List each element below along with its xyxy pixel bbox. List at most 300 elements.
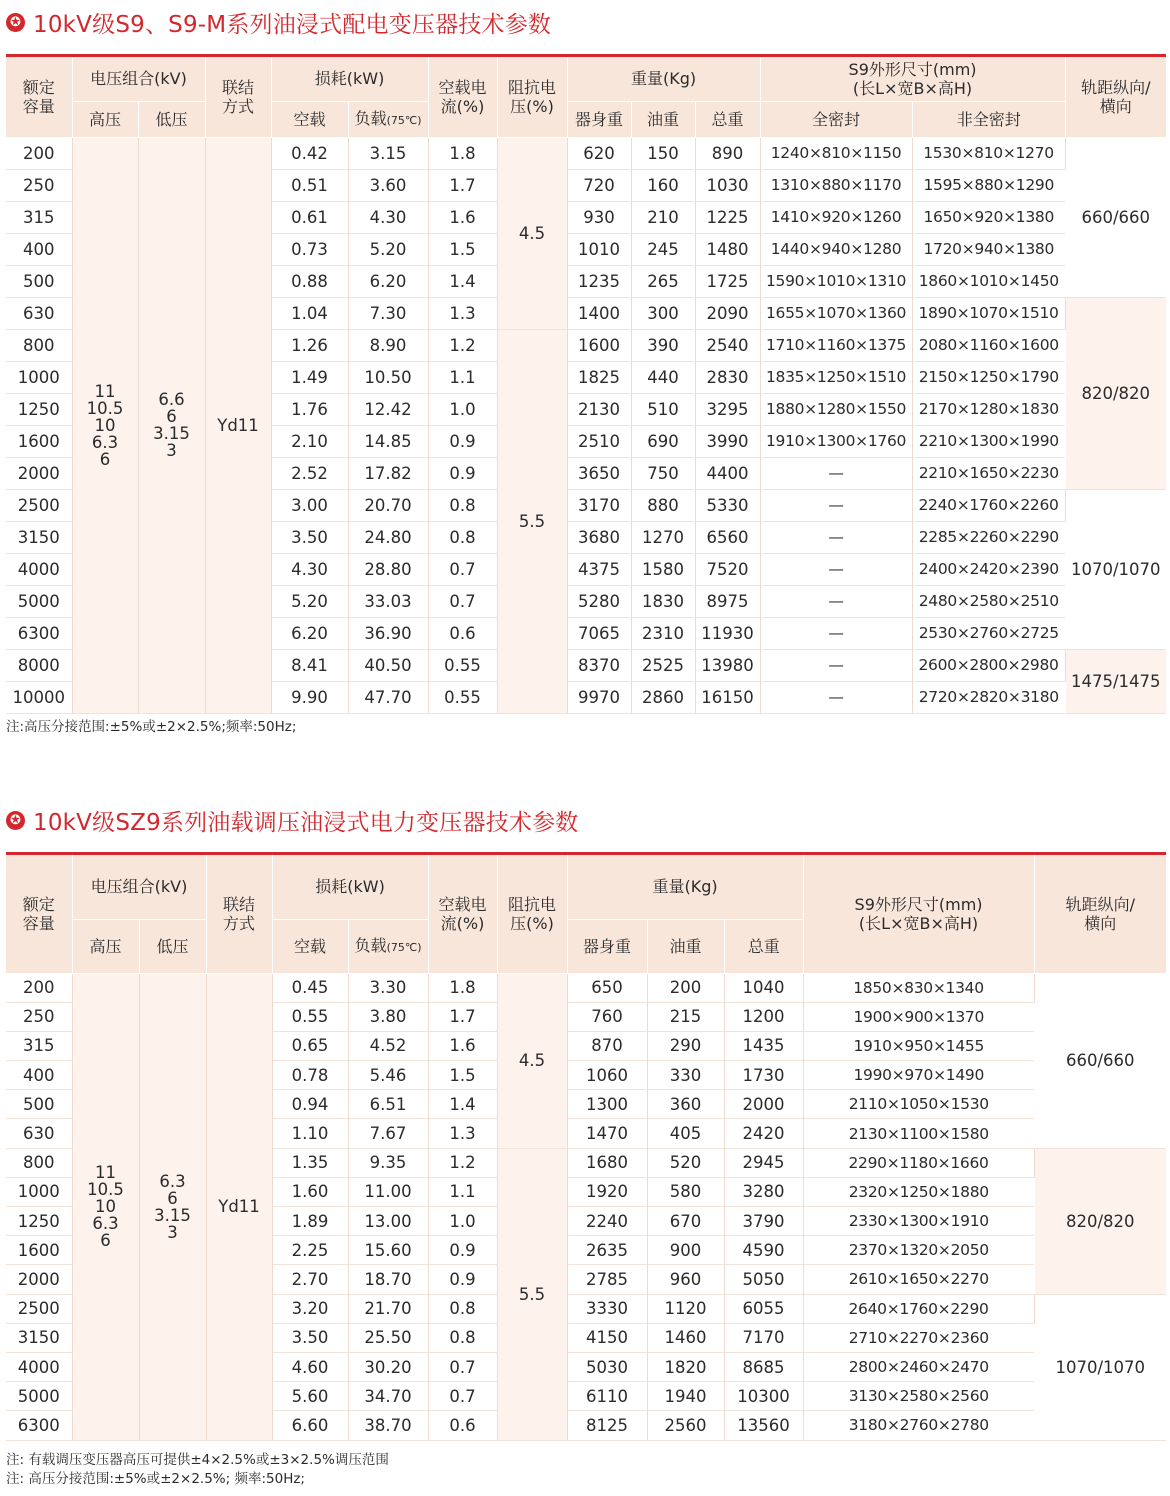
cell-oil-weight: 510 [631, 393, 695, 425]
cell-no-load-loss: 0.51 [271, 169, 348, 201]
cell-capacity: 630 [6, 297, 72, 329]
cell-no-load-loss: 0.65 [272, 1031, 348, 1060]
header-total-weight: 总重 [695, 101, 760, 137]
header-oil-weight: 油重 [647, 919, 724, 973]
cell-no-load-loss: 1.76 [271, 393, 348, 425]
cell-oil-weight: 880 [631, 489, 695, 521]
cell-body-weight: 1600 [567, 329, 631, 361]
section-title-s9 [6, 4, 551, 40]
cell-impedance: 5.5 [497, 1148, 567, 1440]
cell-no-load-current: 1.4 [428, 265, 497, 297]
cell-no-load-current: 0.8 [428, 521, 497, 553]
cell-oil-weight: 1830 [631, 585, 695, 617]
cell-oil-weight: 580 [647, 1177, 724, 1206]
cell-oil-weight: 405 [647, 1119, 724, 1148]
cell-total-weight: 2945 [724, 1148, 803, 1177]
cell-no-load-current: 1.8 [428, 137, 497, 169]
cell-load-loss: 38.70 [348, 1411, 428, 1440]
cell-load-loss: 7.67 [348, 1119, 428, 1148]
cell-capacity: 1000 [6, 361, 72, 393]
cell-no-load-loss: 2.25 [272, 1236, 348, 1265]
header-capacity: 额定容量 [6, 855, 72, 973]
cell-total-weight: 3990 [695, 425, 760, 457]
cell-connection: Yd11 [206, 973, 272, 1440]
cell-load-loss: 5.20 [348, 233, 428, 265]
cell-dims-sealed: 1710×1160×1375 [760, 329, 912, 361]
cell-oil-weight: 960 [647, 1265, 724, 1294]
cell-load-loss: 34.70 [348, 1382, 428, 1411]
header-lv: 低压 [138, 101, 205, 137]
cell-gauge: 820/820 [1065, 297, 1166, 489]
cell-no-load-current: 1.1 [428, 361, 497, 393]
cell-capacity: 800 [6, 1148, 72, 1177]
cell-impedance: 4.5 [497, 973, 567, 1148]
cell-load-loss: 4.30 [348, 201, 428, 233]
cell-oil-weight: 2860 [631, 681, 695, 713]
header-loss: 损耗(kW) [272, 855, 428, 919]
table-note: 注:高压分接范围:±5%或±2×2.5%;频率:50Hz; [6, 719, 297, 735]
cell-no-load-loss: 0.55 [272, 1002, 348, 1031]
cell-dims-sealed: 2130×1100×1580 [803, 1119, 1034, 1148]
header-lv: 低压 [139, 919, 206, 973]
cell-capacity: 2500 [6, 489, 72, 521]
cell-capacity: 630 [6, 1119, 72, 1148]
cell-oil-weight: 300 [631, 297, 695, 329]
cell-no-load-loss: 0.42 [271, 137, 348, 169]
cell-no-load-current: 1.8 [428, 973, 497, 1002]
header-loss: 损耗(kW) [271, 57, 428, 101]
cell-body-weight: 1825 [567, 361, 631, 393]
cell-dims-sealed: 1835×1250×1510 [760, 361, 912, 393]
cell-body-weight: 2635 [567, 1236, 647, 1265]
cell-dims-non-sealed: 2480×2580×2510 [912, 585, 1065, 617]
cell-load-loss: 28.80 [348, 553, 428, 585]
cell-no-load-loss: 3.50 [272, 1323, 348, 1352]
cell-total-weight: 8685 [724, 1352, 803, 1381]
cell-body-weight: 5280 [567, 585, 631, 617]
cell-oil-weight: 210 [631, 201, 695, 233]
cell-body-weight: 1920 [567, 1177, 647, 1206]
cell-no-load-loss: 5.20 [271, 585, 348, 617]
cell-no-load-loss: 1.26 [271, 329, 348, 361]
cell-load-loss: 11.00 [348, 1177, 428, 1206]
cell-capacity: 2500 [6, 1294, 72, 1323]
header-no-load: 空载 [272, 919, 348, 973]
cell-dims-non-sealed: 2240×1760×2260 [912, 489, 1065, 521]
cell-total-weight: 1730 [724, 1061, 803, 1090]
cell-lv-voltage: 6.6 6 3.15 3 [138, 137, 205, 713]
cell-oil-weight: 520 [647, 1148, 724, 1177]
header-body-weight: 器身重 [567, 101, 631, 137]
cell-no-load-loss: 0.78 [272, 1061, 348, 1090]
cell-hv-voltage: 11 10.5 10 6.3 6 [72, 137, 138, 713]
cell-oil-weight: 360 [647, 1090, 724, 1119]
cell-no-load-current: 1.1 [428, 1177, 497, 1206]
cell-body-weight: 1400 [567, 297, 631, 329]
cell-oil-weight: 2525 [631, 649, 695, 681]
cell-dims-sealed: 1900×900×1370 [803, 1002, 1034, 1031]
cell-no-load-current: 0.8 [428, 1323, 497, 1352]
cell-dims-sealed: 2370×1320×2050 [803, 1236, 1034, 1265]
cell-dims-non-sealed: 2210×1300×1990 [912, 425, 1065, 457]
cell-dims-sealed: — [760, 489, 912, 521]
cell-body-weight: 2510 [567, 425, 631, 457]
cell-body-weight: 1235 [567, 265, 631, 297]
cell-no-load-loss: 1.04 [271, 297, 348, 329]
table-note-2: 注: 高压分接范围:±5%或±2×2.5%; 频率:50Hz; [6, 1471, 305, 1487]
cell-load-loss: 15.60 [348, 1236, 428, 1265]
cell-load-loss: 30.20 [348, 1352, 428, 1381]
cell-no-load-current: 0.55 [428, 649, 497, 681]
cell-total-weight: 3790 [724, 1207, 803, 1236]
cell-capacity: 1250 [6, 1207, 72, 1236]
cell-total-weight: 1435 [724, 1031, 803, 1060]
header-hv: 高压 [72, 101, 138, 137]
cell-total-weight: 3295 [695, 393, 760, 425]
cell-no-load-loss: 3.50 [271, 521, 348, 553]
cell-load-loss: 12.42 [348, 393, 428, 425]
cell-body-weight: 1300 [567, 1090, 647, 1119]
cell-oil-weight: 2560 [647, 1411, 724, 1440]
cell-oil-weight: 160 [631, 169, 695, 201]
cell-body-weight: 5030 [567, 1352, 647, 1381]
cell-total-weight: 4400 [695, 457, 760, 489]
cell-total-weight: 10300 [724, 1382, 803, 1411]
cell-no-load-current: 0.7 [428, 1382, 497, 1411]
cell-dims-sealed: 2640×1760×2290 [803, 1294, 1034, 1323]
header-no-load: 空载 [271, 101, 348, 137]
cell-no-load-current: 1.3 [428, 1119, 497, 1148]
cell-no-load-loss: 6.60 [272, 1411, 348, 1440]
cell-total-weight: 890 [695, 137, 760, 169]
cell-total-weight: 1030 [695, 169, 760, 201]
cell-dims-non-sealed: 1650×920×1380 [912, 201, 1065, 233]
cell-total-weight: 5330 [695, 489, 760, 521]
cell-dims-sealed: 3180×2760×2780 [803, 1411, 1034, 1440]
header-hv: 高压 [72, 919, 139, 973]
cell-no-load-loss: 8.41 [271, 649, 348, 681]
cell-body-weight: 1060 [567, 1061, 647, 1090]
cell-capacity: 500 [6, 265, 72, 297]
cell-dims-sealed: 1880×1280×1550 [760, 393, 912, 425]
cell-no-load-current: 0.6 [428, 617, 497, 649]
cell-no-load-current: 1.5 [428, 1061, 497, 1090]
cell-load-loss: 18.70 [348, 1265, 428, 1294]
cell-capacity: 3150 [6, 1323, 72, 1352]
cell-body-weight: 620 [567, 137, 631, 169]
cell-dims-sealed: 2290×1180×1660 [803, 1148, 1034, 1177]
cell-dims-sealed: 3130×2580×2560 [803, 1382, 1034, 1411]
header-impedance: 阻抗电压(%) [497, 855, 567, 973]
cell-body-weight: 4375 [567, 553, 631, 585]
cell-no-load-current: 0.9 [428, 425, 497, 457]
cell-dims-sealed: 1910×1300×1760 [760, 425, 912, 457]
cell-body-weight: 1470 [567, 1119, 647, 1148]
cell-load-loss: 25.50 [348, 1323, 428, 1352]
cell-dims-sealed: — [760, 457, 912, 489]
cell-dims-sealed: 2800×2460×2470 [803, 1352, 1034, 1381]
cell-hv-voltage: 11 10.5 10 6.3 6 [72, 973, 139, 1440]
header-voltage-group: 电压组合(kV) [72, 855, 206, 919]
cell-total-weight: 2000 [724, 1090, 803, 1119]
cell-load-loss: 21.70 [348, 1294, 428, 1323]
cell-body-weight: 760 [567, 1002, 647, 1031]
cell-dims-sealed: — [760, 553, 912, 585]
cell-total-weight: 7170 [724, 1323, 803, 1352]
table-row [6, 973, 1166, 1002]
cell-dims-sealed: — [760, 521, 912, 553]
cell-load-loss: 3.15 [348, 137, 428, 169]
cell-load-loss: 10.50 [348, 361, 428, 393]
cell-body-weight: 650 [567, 973, 647, 1002]
cell-total-weight: 1480 [695, 233, 760, 265]
cell-dims-non-sealed: 1595×880×1290 [912, 169, 1065, 201]
cell-total-weight: 2830 [695, 361, 760, 393]
cell-body-weight: 870 [567, 1031, 647, 1060]
header-weight: 重量(Kg) [567, 855, 803, 919]
cell-body-weight: 9970 [567, 681, 631, 713]
cell-dims-non-sealed: 2400×2420×2390 [912, 553, 1065, 585]
spec-table-sz9 [6, 855, 1166, 1441]
header-no-load-current: 空载电流(%) [428, 855, 497, 973]
cell-no-load-loss: 6.20 [271, 617, 348, 649]
cell-capacity: 200 [6, 137, 72, 169]
cell-dims-sealed: 1910×950×1455 [803, 1031, 1034, 1060]
cell-dims-sealed: 2110×1050×1530 [803, 1090, 1034, 1119]
header-connection: 联结方式 [205, 57, 271, 137]
cell-no-load-current: 1.5 [428, 233, 497, 265]
cell-dims-non-sealed: 2150×1250×1790 [912, 361, 1065, 393]
cell-capacity: 315 [6, 1031, 72, 1060]
cell-connection: Yd11 [205, 137, 271, 713]
cell-no-load-loss: 9.90 [271, 681, 348, 713]
cell-load-loss: 4.52 [348, 1031, 428, 1060]
cell-capacity: 10000 [6, 681, 72, 713]
cell-total-weight: 1725 [695, 265, 760, 297]
cell-total-weight: 1225 [695, 201, 760, 233]
star-bullet-icon: ✪ [6, 13, 25, 32]
header-capacity: 额定容量 [6, 57, 72, 137]
cell-dims-non-sealed: 1890×1070×1510 [912, 297, 1065, 329]
cell-total-weight: 1040 [724, 973, 803, 1002]
cell-total-weight: 2420 [724, 1119, 803, 1148]
cell-capacity: 400 [6, 233, 72, 265]
cell-no-load-loss: 4.60 [272, 1352, 348, 1381]
cell-capacity: 315 [6, 201, 72, 233]
cell-no-load-loss: 0.73 [271, 233, 348, 265]
cell-impedance: 4.5 [497, 137, 567, 329]
cell-body-weight: 8125 [567, 1411, 647, 1440]
cell-dims-non-sealed: 2720×2820×3180 [912, 681, 1065, 713]
cell-no-load-loss: 0.45 [272, 973, 348, 1002]
cell-capacity: 1000 [6, 1177, 72, 1206]
cell-oil-weight: 1580 [631, 553, 695, 585]
cell-no-load-current: 1.7 [428, 169, 497, 201]
cell-body-weight: 3650 [567, 457, 631, 489]
cell-no-load-loss: 2.10 [271, 425, 348, 457]
cell-oil-weight: 670 [647, 1207, 724, 1236]
cell-load-loss: 33.03 [348, 585, 428, 617]
cell-dims-sealed: 1655×1070×1360 [760, 297, 912, 329]
header-non-sealed: 非全密封 [912, 101, 1065, 137]
cell-body-weight: 1680 [567, 1148, 647, 1177]
cell-no-load-loss: 0.88 [271, 265, 348, 297]
cell-total-weight: 13560 [724, 1411, 803, 1440]
section-title-text: 10kV级S9、S9-M系列油浸式配电变压器技术参数 [33, 11, 552, 38]
cell-dims-sealed: 2610×1650×2270 [803, 1265, 1034, 1294]
cell-total-weight: 16150 [695, 681, 760, 713]
cell-oil-weight: 750 [631, 457, 695, 489]
cell-load-loss: 6.51 [348, 1090, 428, 1119]
cell-body-weight: 2130 [567, 393, 631, 425]
header-total-weight: 总重 [724, 919, 803, 973]
cell-body-weight: 3680 [567, 521, 631, 553]
cell-dims-sealed: 2330×1300×1910 [803, 1207, 1034, 1236]
cell-no-load-current: 0.55 [428, 681, 497, 713]
table-row [6, 137, 1166, 169]
cell-total-weight: 1200 [724, 1002, 803, 1031]
cell-total-weight: 2090 [695, 297, 760, 329]
cell-dims-sealed: 1240×810×1150 [760, 137, 912, 169]
section-title-sz9 [6, 802, 579, 838]
cell-total-weight: 7520 [695, 553, 760, 585]
cell-capacity: 5000 [6, 1382, 72, 1411]
cell-total-weight: 8975 [695, 585, 760, 617]
cell-dims-sealed: — [760, 585, 912, 617]
cell-load-loss: 7.30 [348, 297, 428, 329]
cell-load-loss: 47.70 [348, 681, 428, 713]
cell-dims-non-sealed: 2210×1650×2230 [912, 457, 1065, 489]
cell-dims-non-sealed: 1720×940×1380 [912, 233, 1065, 265]
cell-no-load-loss: 0.61 [271, 201, 348, 233]
cell-lv-voltage: 6.3 6 3.15 3 [139, 973, 206, 1440]
cell-no-load-current: 1.6 [428, 1031, 497, 1060]
cell-total-weight: 4590 [724, 1236, 803, 1265]
cell-oil-weight: 265 [631, 265, 695, 297]
cell-capacity: 5000 [6, 585, 72, 617]
cell-no-load-current: 0.9 [428, 1236, 497, 1265]
cell-load-loss: 36.90 [348, 617, 428, 649]
cell-total-weight: 11930 [695, 617, 760, 649]
cell-oil-weight: 200 [647, 973, 724, 1002]
cell-no-load-current: 0.7 [428, 553, 497, 585]
cell-no-load-current: 1.2 [428, 329, 497, 361]
cell-oil-weight: 690 [631, 425, 695, 457]
cell-capacity: 1600 [6, 1236, 72, 1265]
cell-gauge: 660/660 [1034, 973, 1166, 1148]
cell-capacity: 250 [6, 1002, 72, 1031]
header-no-load-current: 空载电流(%) [428, 57, 497, 137]
cell-dims-non-sealed: 2530×2760×2725 [912, 617, 1065, 649]
cell-capacity: 800 [6, 329, 72, 361]
cell-oil-weight: 900 [647, 1236, 724, 1265]
cell-no-load-current: 0.7 [428, 585, 497, 617]
cell-capacity: 3150 [6, 521, 72, 553]
cell-capacity: 2000 [6, 1265, 72, 1294]
cell-no-load-loss: 0.94 [272, 1090, 348, 1119]
cell-no-load-current: 0.6 [428, 1411, 497, 1440]
cell-capacity: 1600 [6, 425, 72, 457]
cell-total-weight: 5050 [724, 1265, 803, 1294]
cell-oil-weight: 2310 [631, 617, 695, 649]
cell-oil-weight: 150 [631, 137, 695, 169]
cell-total-weight: 3280 [724, 1177, 803, 1206]
cell-gauge: 820/820 [1034, 1148, 1166, 1294]
cell-no-load-loss: 2.70 [272, 1265, 348, 1294]
cell-dims-sealed: 2320×1250×1880 [803, 1177, 1034, 1206]
table-note-1: 注: 有载调压变压器高压可提供±4×2.5%或±3×2.5%调压范围 [6, 1452, 389, 1468]
header-gauge: 轨距纵向/横向 [1065, 57, 1166, 137]
cell-no-load-loss: 1.60 [272, 1177, 348, 1206]
cell-no-load-loss: 1.10 [272, 1119, 348, 1148]
cell-oil-weight: 1270 [631, 521, 695, 553]
header-sealed: 全密封 [760, 101, 912, 137]
cell-gauge: 660/660 [1065, 137, 1166, 297]
header-oil-weight: 油重 [631, 101, 695, 137]
cell-no-load-current: 0.9 [428, 457, 497, 489]
cell-gauge: 1070/1070 [1065, 489, 1166, 649]
cell-capacity: 400 [6, 1061, 72, 1090]
cell-body-weight: 2240 [567, 1207, 647, 1236]
cell-total-weight: 6560 [695, 521, 760, 553]
cell-body-weight: 3170 [567, 489, 631, 521]
cell-oil-weight: 290 [647, 1031, 724, 1060]
cell-dims-non-sealed: 2285×2260×2290 [912, 521, 1065, 553]
cell-oil-weight: 215 [647, 1002, 724, 1031]
cell-no-load-loss: 5.60 [272, 1382, 348, 1411]
cell-body-weight: 720 [567, 169, 631, 201]
cell-dims-non-sealed: 1530×810×1270 [912, 137, 1065, 169]
cell-no-load-loss: 3.00 [271, 489, 348, 521]
cell-no-load-current: 1.2 [428, 1148, 497, 1177]
cell-no-load-current: 0.7 [428, 1352, 497, 1381]
cell-load-loss: 20.70 [348, 489, 428, 521]
cell-dims-sealed: — [760, 617, 912, 649]
cell-dims-sealed: 1310×880×1170 [760, 169, 912, 201]
cell-dims-non-sealed: 1860×1010×1450 [912, 265, 1065, 297]
cell-no-load-current: 1.7 [428, 1002, 497, 1031]
cell-no-load-current: 0.8 [428, 489, 497, 521]
cell-load-loss: 13.00 [348, 1207, 428, 1236]
cell-oil-weight: 245 [631, 233, 695, 265]
cell-load-loss: 9.35 [348, 1148, 428, 1177]
cell-dims-non-sealed: 2080×1160×1600 [912, 329, 1065, 361]
cell-dims-sealed: 1850×830×1340 [803, 973, 1034, 1002]
cell-load-loss: 40.50 [348, 649, 428, 681]
cell-impedance: 5.5 [497, 329, 567, 713]
cell-load-loss: 3.80 [348, 1002, 428, 1031]
cell-no-load-current: 0.9 [428, 1265, 497, 1294]
cell-dims-sealed: 1410×920×1260 [760, 201, 912, 233]
cell-capacity: 500 [6, 1090, 72, 1119]
cell-no-load-loss: 1.35 [272, 1148, 348, 1177]
cell-dims-sealed: 1590×1010×1310 [760, 265, 912, 297]
cell-dims-non-sealed: 2600×2800×2980 [912, 649, 1065, 681]
header-load: 负载(75℃) [348, 101, 428, 137]
cell-no-load-loss: 2.52 [271, 457, 348, 489]
cell-capacity: 6300 [6, 1411, 72, 1440]
cell-body-weight: 1010 [567, 233, 631, 265]
cell-no-load-loss: 3.20 [272, 1294, 348, 1323]
cell-no-load-loss: 4.30 [271, 553, 348, 585]
cell-oil-weight: 1460 [647, 1323, 724, 1352]
header-dims: S9外形尺寸(mm) (长L×宽B×高H) [803, 855, 1034, 973]
cell-body-weight: 3330 [567, 1294, 647, 1323]
cell-capacity: 4000 [6, 553, 72, 585]
cell-oil-weight: 330 [647, 1061, 724, 1090]
section-title-text: 10kV级SZ9系列油载调压油浸式电力变压器技术参数 [33, 809, 579, 836]
cell-oil-weight: 1120 [647, 1294, 724, 1323]
